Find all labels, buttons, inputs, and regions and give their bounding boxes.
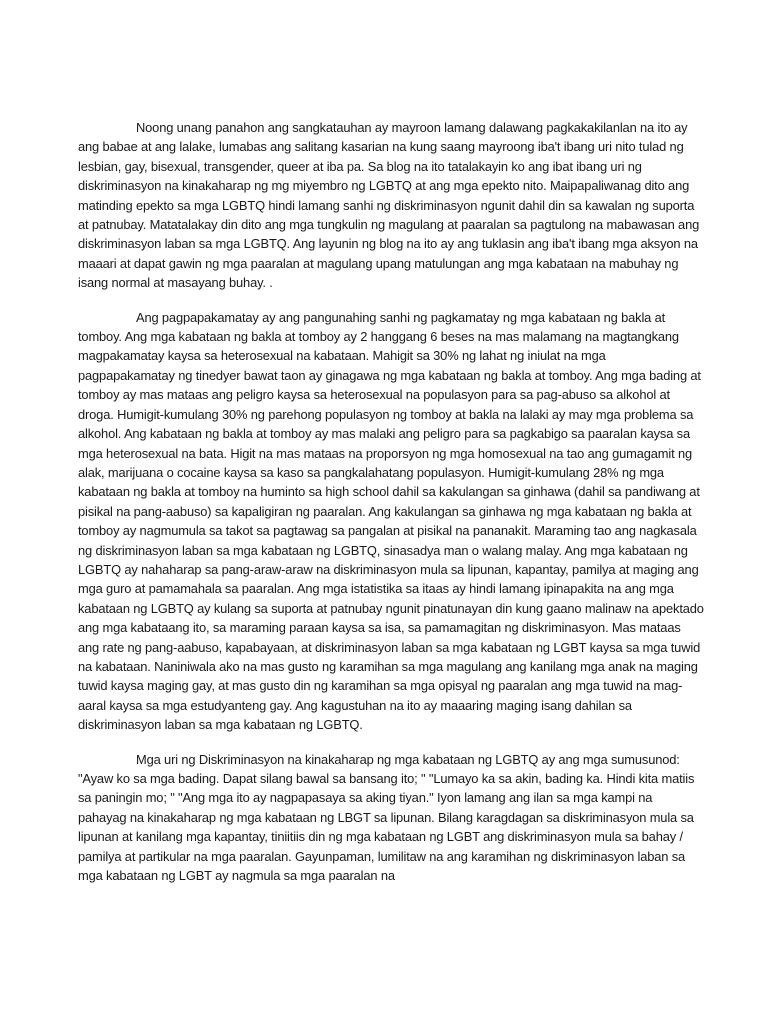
paragraph-discrimination-types: Mga uri ng Diskriminasyon na kinakaharap ng mga kabataan ng LGBTQ ay ang mga sumusunod: "Ayaw ko sa mga bading. Dapat silang bawal sa bansang ito; " "Lumayo ka sa akin, bading ka. Hindi kita matiis sa paningin mo; " "Ang mga ito ay nagpapasaya sa aking tiyan." Iyon lamang ang ilan sa mga kampi na pahayag na kinakaharap ng mga kabataan ng LBGT sa lipunan. Bilang karagdagan sa diskriminasyon mula sa lipunan at kanilang mga kapantay, tiniitiis din ng mga kabataan ng LGBT ang diskriminasyon mula sa bahay / pamilya at partikular na mga paaralan. Gayunpaman, lumilitaw na ang karamihan ng diskriminasyon laban sa mga kabataan ng LGBT ay nagmula sa mga paaralan na bbox=[78, 751, 695, 884]
paragraph-statistics: Ang pagpapakamatay ay ang pangunahing sanhi ng pagkamatay ng mga kabataan ng bakla at tomboy. Ang mga kabataan ng bakla at tomboy ay 2 hanggang 6 beses na mas malamang na magtangkang magpakamatay kaysa sa heterosexual na kabataan. Mahigit sa 30% ng lahat ng iniulat na mga pagpapakamatay ng tinedyer bawat taon ay ginagawa ng mga kabataan ng bakla at tomboy. Ang mga bading at tomboy ay mas mataas ang peligro kaysa sa heterosexual na populasyon para sa pag-abuso sa alkohol at droga. Humigit-kumulang 30% ng parehong populasyon ng tomboy at bakla na lalaki ay may mga problema sa alkohol. Ang kabataan ng bakla at tomboy ay mas malaki ang peligro para sa pagkabigo sa paaralan kaysa sa mga heterosexual na bata. Higit na mas mataas na proporsyon ng mga homosexual na tao ang gumagamit ng alak, marijuana o cocaine kaysa sa kaso sa pangkalahatang populasyon. Humigit-kumulang 28% ng mga kabataan ng bakla at tomboy na huminto sa high school dahil sa kakulangan sa ginhawa (dahil sa pandiwang at pisikal na pang-aabuso) sa kapaligiran ng paaralan. Ang kakulangan sa ginhawa ng mga kabataan ng bakla at tomboy ay nagmumula sa takot sa pagtawag sa pangalan at pisikal na pananakit. Maraming tao ang nagkasala ng diskriminasyon laban sa mga kabataan ng LGBTQ, sinasadya man o walang malay. Ang mga kabataan ng LGBTQ ay nahaharap sa pang-araw-araw na diskriminasyon mula sa lipunan, kapantay, pamilya at maging ang mga guro at pamamahala sa paaralan. Ang mga istatistika sa itaas ay hindi lamang ipinapakita na ang mga kabataan ng LGBTQ ay kulang sa suporta at patnubay ngunit pinatunayan din kung gaano malinaw na apektado ang mga kabataang ito, sa maraming paraan kaysa sa isa, sa pamamagitan ng diskriminasyon. Mas mataas ang rate ng pang-aabuso, kapabayaan, at diskriminasyon laban sa mga kabataan ng LGBT kaysa sa mga tuwid na kabataan. Naniniwala ako na mas gusto ng karamihan sa mga magulang ang kanilang mga anak na maging tuwid kaysa maging gay, at mas gusto din ng karamihan sa mga opisyal ng paaralan ang mga tuwid na mag-aaral kaysa sa mga estudyanteng gay. Ang kagustuhan na ito ay maaaring maging isang dahilan sa diskriminasyon laban sa mga kabataan ng LGBTQ. bbox=[78, 309, 704, 733]
document-page bbox=[78, 118, 704, 900]
paragraph-intro: Noong unang panahon ang sangkatauhan ay mayroon lamang dalawang pagkakakilanlan na ito ay ang babae at ang lalake, lumabas ang salitang kasarian na kung saang mayroong iba't ibang uri nito tulad ng lesbian, gay, bisexual, transgender, queer at iba pa. Sa blog na ito tatalakayin ko ang ibat ibang uri ng diskriminasyon na kinakaharap ng mg miyembro ng LGBTQ at ang mga epekto nito. Maipapaliwanag dito ang matinding epekto sa mga LGBTQ hindi lamang sanhi ng diskriminasyon ngunit dahil din sa kawalan ng suporta at patnubay. Matatalakay din dito ang mga tungkulin ng magulang at paaralan sa pagtulong na mabawasan ang diskriminasyon laban sa mga LGBTQ. Ang layunin ng blog na ito ay ang tuklasin ang iba't ibang mga aksyon na maaari at dapat gawin ng mga paaralan at magulang upang matulungan ang mga kabataan na mabuhay ng isang normal at masayang buhay. . bbox=[78, 120, 700, 291]
